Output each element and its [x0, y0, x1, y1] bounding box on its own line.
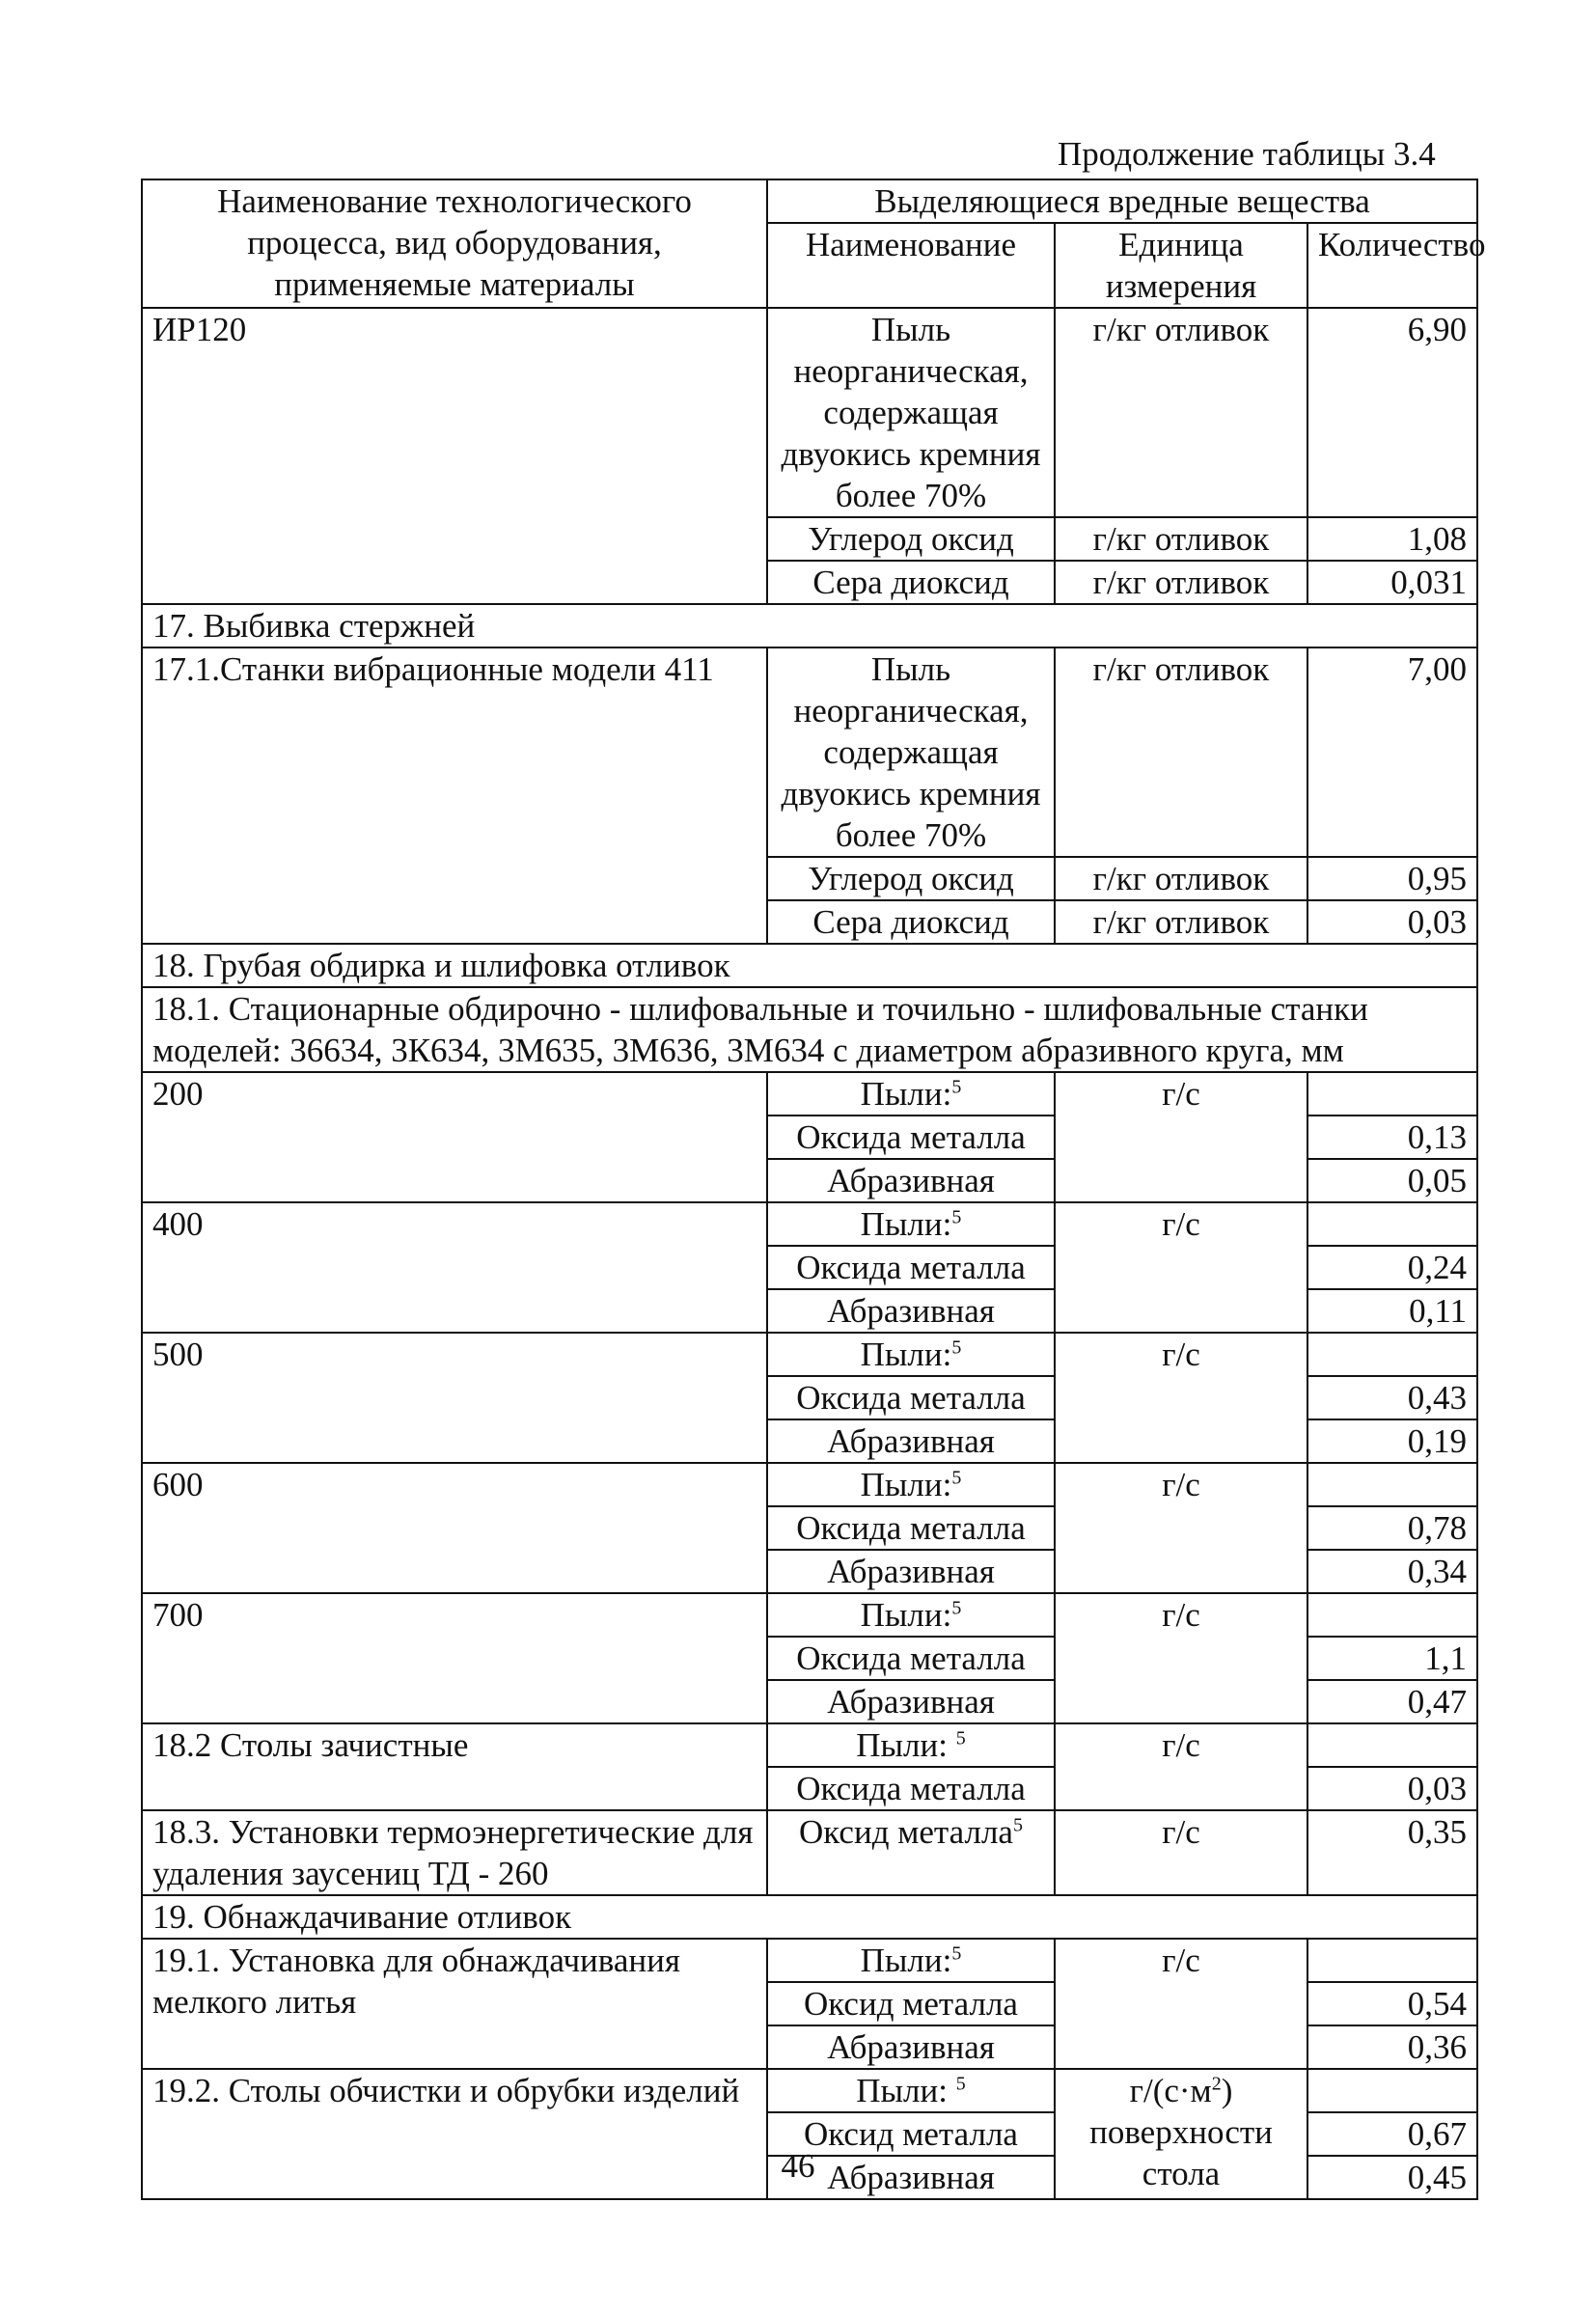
qty-cell: 0,03	[1307, 1767, 1477, 1810]
table-row	[142, 308, 1477, 517]
substance-cell: Пыли:$^5$	[767, 1333, 1055, 1376]
substance-cell: Углерод оксид	[767, 857, 1055, 900]
substance-cell: Абразивная	[767, 1289, 1055, 1333]
unit-cell: г/кг отливок	[1055, 647, 1307, 857]
substance-cell: Пыль неорганическая, содержащая двуокись кремния более 70%	[767, 647, 1055, 857]
process-cell: 17.1.Станки вибрационные модели 411	[142, 647, 767, 944]
substance-cell: Пыли:$^5$	[767, 1939, 1055, 1982]
qty-cell: 0,35	[1307, 1810, 1477, 1895]
qty-cell	[1307, 2069, 1477, 2112]
substance-cell: Абразивная	[767, 1419, 1055, 1463]
unit-cell: г/кг отливок	[1055, 900, 1307, 944]
qty-cell: 0,19	[1307, 1419, 1477, 1463]
table-row	[142, 1463, 1477, 1506]
header-row	[142, 179, 1477, 223]
substance-cell: Оксида металла	[767, 1246, 1055, 1289]
table-row	[142, 1202, 1477, 1246]
qty-cell: 7,00	[1307, 647, 1477, 857]
qty-cell	[1307, 1593, 1477, 1637]
unit-cell: г/с	[1055, 1463, 1307, 1593]
process-cell: 18.2 Столы зачистные	[142, 1723, 767, 1810]
section-title: 19. Обнаждачивание отливок	[142, 1895, 1477, 1939]
unit-cell: г/кг отливок	[1055, 857, 1307, 900]
section-row	[142, 944, 1477, 987]
header-group: Выделяющиеся вредные вещества	[767, 179, 1477, 223]
qty-cell: 0,67	[1307, 2112, 1477, 2156]
substance-cell: Абразивная	[767, 2025, 1055, 2069]
qty-cell: 0,43	[1307, 1376, 1477, 1419]
unit-cell: г/с	[1055, 1810, 1307, 1895]
unit-cell: г/с	[1055, 1939, 1307, 2069]
page-number: 46	[781, 2147, 815, 2185]
unit-cell: г/с	[1055, 1072, 1307, 1202]
diameter-cell: 400	[142, 1202, 767, 1333]
table-row	[142, 2069, 1477, 2112]
table-row	[142, 1072, 1477, 1116]
substance-cell: Пыль неорганическая, содержащая двуокись кремния более 70%	[767, 308, 1055, 517]
process-cell: 19.1. Установка для обнаждачивания мелкого литья	[142, 1939, 767, 2069]
table-row	[142, 1723, 1477, 1767]
substance-cell: Пыли: $^5$	[767, 2069, 1055, 2112]
qty-cell	[1307, 1723, 1477, 1767]
process-cell: 18.3. Установки термоэнергетические для удаления заусениц ТД - 260	[142, 1810, 767, 1895]
table-row	[142, 1593, 1477, 1637]
qty-cell: 6,90	[1307, 308, 1477, 517]
section-row	[142, 1895, 1477, 1939]
substance-cell: Оксид металла	[767, 2112, 1055, 2156]
substance-cell: Оксида металла	[767, 1376, 1055, 1419]
substance-cell: Пыли:$^5$	[767, 1593, 1055, 1637]
process-cell: ИР120	[142, 308, 767, 604]
substance-cell: Абразивная	[767, 1159, 1055, 1202]
substance-cell: Пыли: $^5$	[767, 1723, 1055, 1767]
unit-cell: г/кг отливок	[1055, 517, 1307, 561]
substance-cell: Оксида металла	[767, 1637, 1055, 1680]
header-process: Наименование технологического процесса, вид оборудования, применяемые материалы	[142, 179, 767, 308]
header-name: Наименование	[767, 223, 1055, 308]
qty-cell	[1307, 1463, 1477, 1506]
qty-cell: 0,45	[1307, 2156, 1477, 2199]
diameter-cell: 700	[142, 1593, 767, 1723]
qty-cell	[1307, 1072, 1477, 1116]
unit-cell: г/с	[1055, 1593, 1307, 1723]
unit-cell: г/кг отливок	[1055, 561, 1307, 604]
diameter-cell: 200	[142, 1072, 767, 1202]
qty-cell	[1307, 1202, 1477, 1246]
emissions-table	[141, 179, 1486, 2200]
process-cell: 19.2. Столы обчистки и обрубки изделий	[142, 2069, 767, 2199]
qty-cell: 0,05	[1307, 1159, 1477, 1202]
unit-cell: г/с	[1055, 1202, 1307, 1333]
substance-cell: Углерод оксид	[767, 517, 1055, 561]
section-row	[142, 987, 1477, 1072]
substance-cell: Оксид металла$^5$	[767, 1810, 1055, 1895]
qty-cell	[1307, 1333, 1477, 1376]
header-unit: Единица измерения	[1055, 223, 1307, 308]
qty-cell: 0,34	[1307, 1550, 1477, 1593]
qty-cell: 0,78	[1307, 1506, 1477, 1550]
qty-cell: 0,031	[1307, 561, 1477, 604]
substance-cell: Оксида металла	[767, 1116, 1055, 1159]
qty-cell: 0,47	[1307, 1680, 1477, 1723]
substance-cell: Пыли:$^5$	[767, 1072, 1055, 1116]
unit-cell: $г/(с\cdot м^2)$ поверхности стола	[1055, 2069, 1307, 2199]
substance-cell: Абразивная	[767, 2156, 1055, 2199]
section-title: 17. Выбивка стержней	[142, 604, 1477, 647]
table-row	[142, 647, 1477, 857]
header-qty: Количество	[1307, 223, 1477, 308]
substance-cell: Оксида металла	[767, 1506, 1055, 1550]
qty-cell: 0,11	[1307, 1289, 1477, 1333]
substance-cell: Сера диоксид	[767, 900, 1055, 944]
table-caption: Продолжение таблицы 3.4	[1058, 135, 1436, 173]
diameter-cell: 600	[142, 1463, 767, 1593]
qty-cell: 0,03	[1307, 900, 1477, 944]
qty-cell: 1,1	[1307, 1637, 1477, 1680]
table-row	[142, 1333, 1477, 1376]
table-row	[142, 1810, 1477, 1895]
qty-cell: 0,95	[1307, 857, 1477, 900]
unit-cell: г/с	[1055, 1333, 1307, 1463]
subsection-title: 18.1. Стационарные обдирочно - шлифовальные и точильно - шлифовальные станки моделей: 36634, 3К634, 3М635, 3М636, 3М634 с диаметром абразивного круга, мм	[142, 987, 1477, 1072]
substance-cell: Сера диоксид	[767, 561, 1055, 604]
unit-cell: г/с	[1055, 1723, 1307, 1810]
section-row	[142, 604, 1477, 647]
qty-cell: 0,24	[1307, 1246, 1477, 1289]
qty-cell: 0,54	[1307, 1982, 1477, 2025]
qty-cell: 1,08	[1307, 517, 1477, 561]
qty-cell: 0,13	[1307, 1116, 1477, 1159]
substance-cell: Абразивная	[767, 1550, 1055, 1593]
substance-cell: Оксида металла	[767, 1767, 1055, 1810]
section-title: 18. Грубая обдирка и шлифовка отливок	[142, 944, 1477, 987]
substance-cell: Пыли:$^5$	[767, 1463, 1055, 1506]
substance-cell: Оксид металла	[767, 1982, 1055, 2025]
qty-cell: 0,36	[1307, 2025, 1477, 2069]
unit-cell: г/кг отливок	[1055, 308, 1307, 517]
substance-cell: Абразивная	[767, 1680, 1055, 1723]
substance-cell: Пыли:$^5$	[767, 1202, 1055, 1246]
diameter-cell: 500	[142, 1333, 767, 1463]
table-row	[142, 1939, 1477, 1982]
qty-cell	[1307, 1939, 1477, 1982]
